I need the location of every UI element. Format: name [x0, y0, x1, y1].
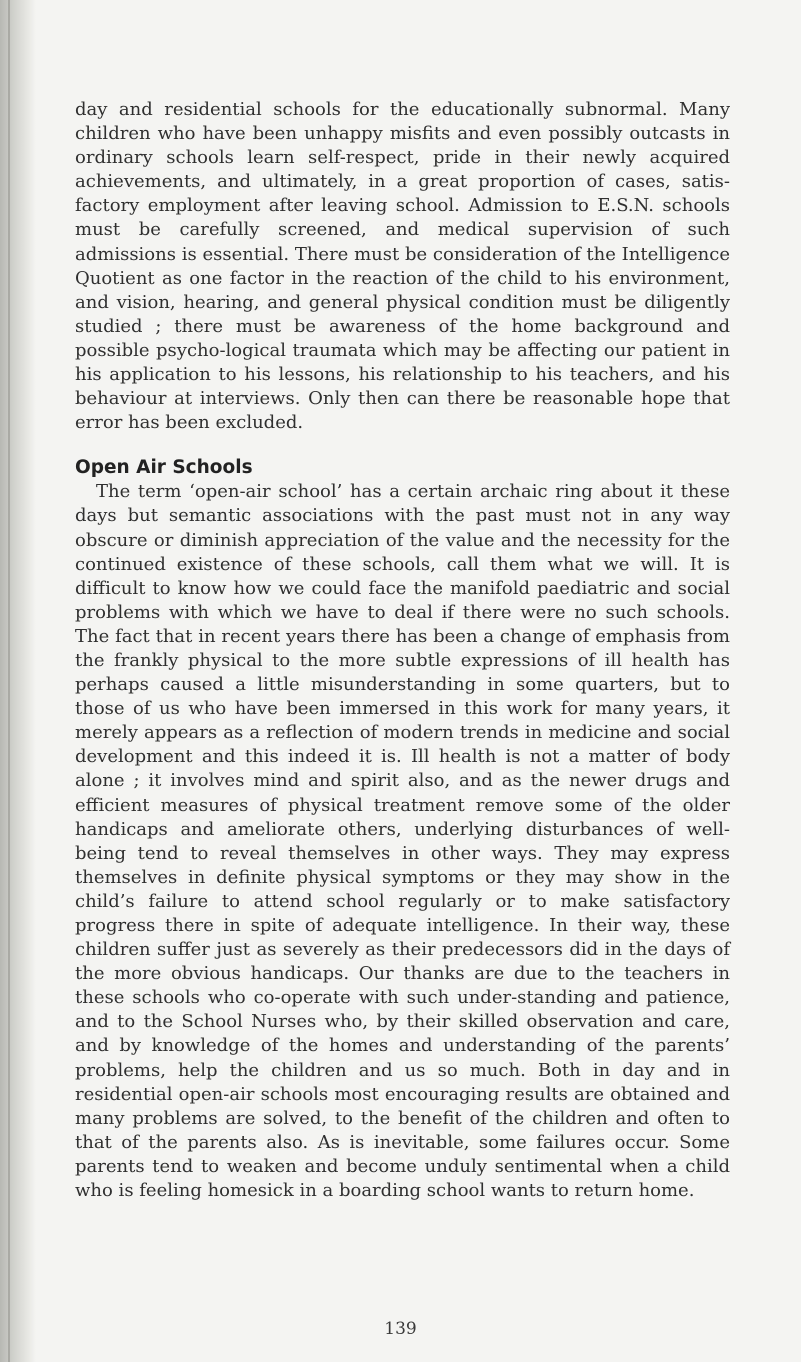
section-heading-open-air-schools: Open Air Schools [75, 457, 253, 479]
page-number: 139 [384, 1319, 417, 1339]
binding-edge-line [8, 0, 10, 1362]
page-body [75, 98, 730, 1203]
binding-gutter [0, 0, 36, 1362]
paragraph-esn-schools: day and residential schools for the educationally subnormal. Many children who have been unhappy misfits and even possibly outcasts in ordinary schools learn self-respect, pride in their newly acquired achievements, and ultimately, in a great proportion of cases, satis-factory employment after leaving school. Admission to E.S.N. schools must be carefully screened, and medical supervision of such admissions is essential. There must be consideration of the Intelligence Quotient as one factor in the reaction of the child to his environment, and vision, hearing, and general physical condition must be diligently studied ; there must be awareness of the home background and possible psycho-logical traumata which may be affecting our patient in his application to his lessons, his relationship to his teachers, and his behaviour at interviews. Only then can there be reasonable hope that error has been excluded. [75, 99, 730, 434]
paragraph-open-air-schools: The term ‘open-air school’ has a certain archaic ring about it these days but semantic associations with the past must not in any way obscure or diminish appreciation of the value and the necessity for the continued existence of these schools, call them what we will. It is difficult to know how we could face the manifold paediatric and social problems with which we have to deal if there were no such schools. The fact that in recent years there has been a change of emphasis from the frankly physical to the more subtle expressions of ill health has perhaps caused a little misunderstanding in some quarters, but to those of us who have been immersed in this work for many years, it merely appears as a reflection of modern trends in medicine and social development and this indeed it is. Ill health is not a matter of body alone ; it involves mind and spirit also, and as the newer drugs and efficient measures of physical treatment remove some of the older handicaps and ameliorate others, underlying disturbances of well-being tend to reveal themselves in other ways. They may express themselves in definite physical symptoms or they may show in the child’s failure to attend school regularly or to make satisfactory progress there in spite of adequate intelligence. In their way, these children suffer just as severely as their predecessors did in the days of the more obvious handicaps. Our thanks are due to the teachers in these schools who co-operate with such under-standing and patience, and to the School Nurses who, by their skilled observation and care, and by knowledge of the homes and understanding of the parents’ problems, help the children and us so much. Both in day and in residential open-air schools most encouraging results are obtained and many problems are solved, to the benefit of the children and often to that of the parents also. As is inevitable, some failures occur. Some parents tend to weaken and become unduly sentimental when a child who is feeling homesick in a boarding school wants to return home. [75, 481, 730, 1202]
